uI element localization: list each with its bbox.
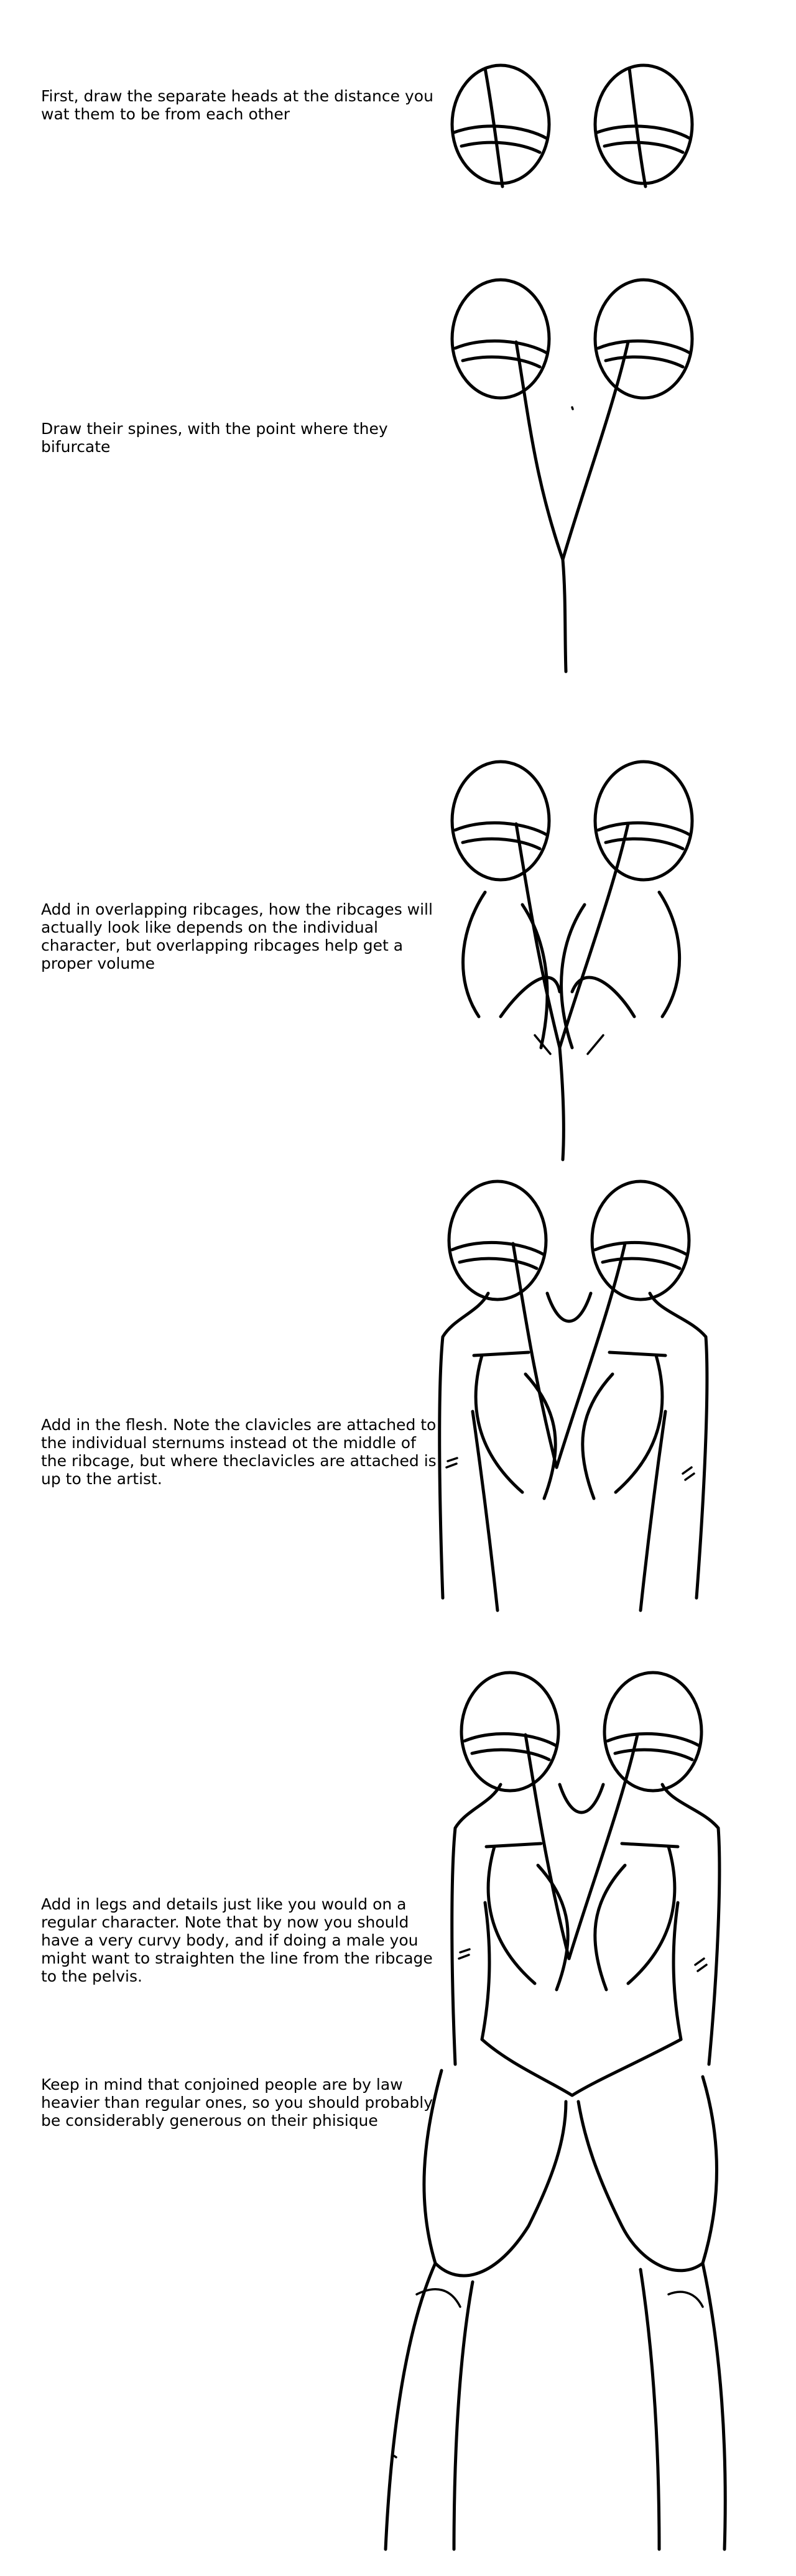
flesh-sketch (435, 1175, 715, 1635)
step-4-text: Add in the flesh. Note the clavicles are attached to the individual sternums instead ot the middle of the ribcage, but where theclavicles are attached is up to the artist. (41, 1416, 442, 1488)
step-5-paragraph-1: Add in legs and details just like you would on a regular character. Note that by now you should have a very curvy body, and if doing a male you might want to straighten the line from the ribcage to the pelvis. (41, 1895, 438, 1985)
spines-sketch (448, 274, 709, 684)
full-body-sketch (348, 1666, 734, 2562)
ribcages-sketch (448, 755, 709, 1166)
step-5-paragraph-2: Keep in mind that conjoined people are by law heavier than regular ones, so you should probably be considerably generous on their phisique (41, 2075, 438, 2130)
step-2-text: Draw their spines, with the point where they bifurcate (41, 420, 393, 456)
step-3-text: Add in overlapping ribcages, how the ribcages will actually look like depends on the individual character, but overlapping ribcages help get a proper volume (41, 900, 438, 972)
step-1-text: First, draw the separate heads at the distance you wat them to be from each other (41, 87, 438, 123)
two-heads-sketch (448, 59, 709, 196)
